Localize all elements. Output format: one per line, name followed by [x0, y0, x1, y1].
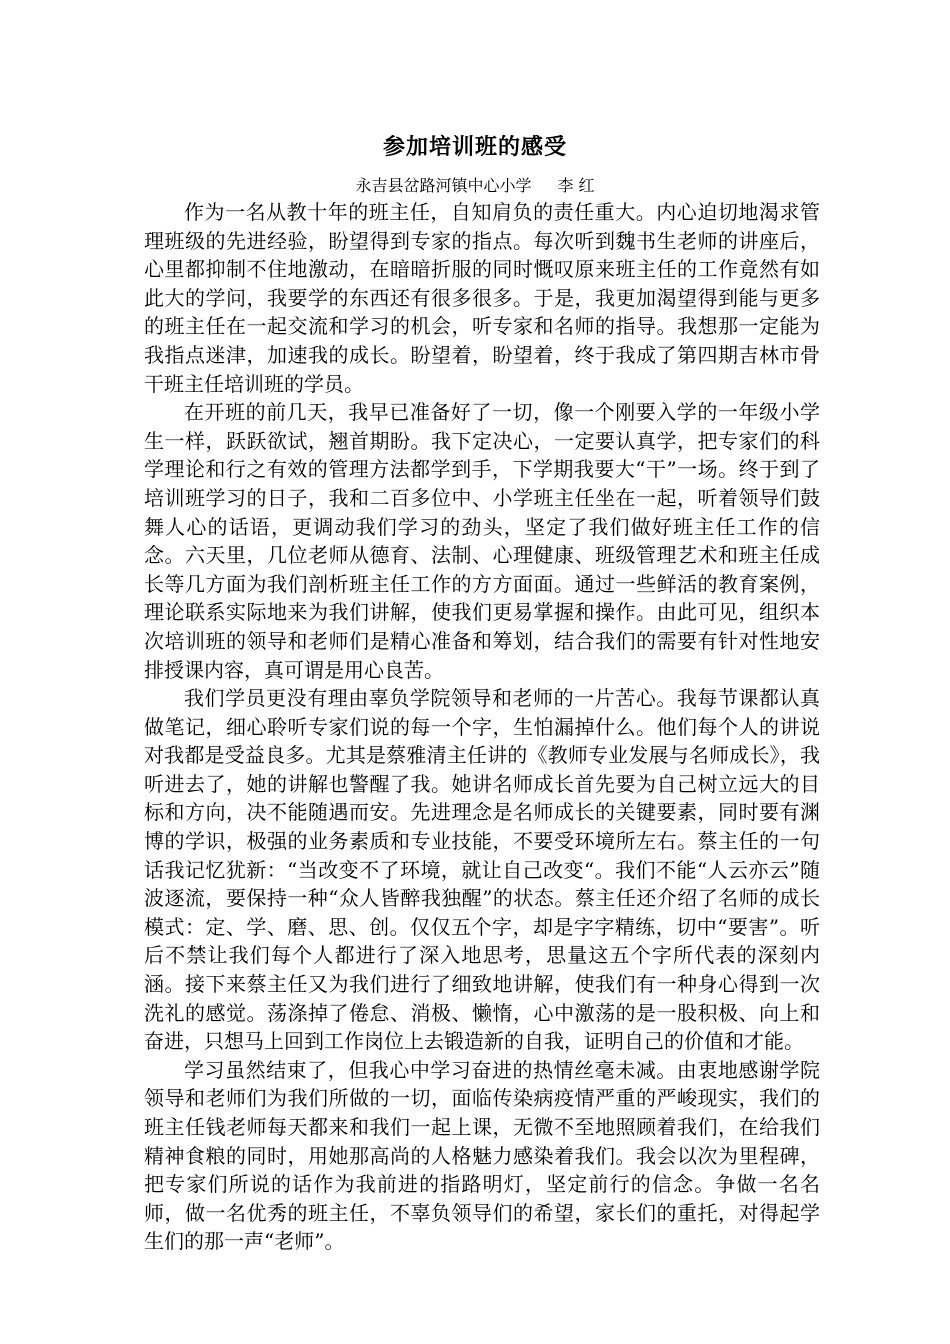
document-body — [144, 198, 820, 1256]
paragraph-4: 学习虽然结束了，但我心中学习奋进的热情丝毫未减。由衷地感谢学院领导和老师们为我们所做的一切，面临传染病疫情严重的严峻现实，我们的班主任钱老师每天都来和我们一起上课，无微不至地照顾着我们，在给我们精神食粮的同时，用她那高尚的人格魅力感染着我们。我会以次为里程碑，把专家们所说的话作为我前进的指路明灯，坚定前行的信念。争做一名名师，做一名优秀的班主任，不辜负领导们的希望，家长们的重托，对得起学生们的那一声“老师”。 — [144, 1057, 820, 1254]
document-title: 参加培训班的感受 — [382, 135, 567, 160]
paragraph-2: 在开班的前几天，我早已准备好了一切，像一个刚要入学的一年级小学生一样，跃跃欲试，翘首期盼。我下定决心，一定要认真学，把专家们的科学理论和行之有效的管理方法都学到手，下学期我要大“干”一场。终于到了培训班学习的日子，我和二百多位中、小学班主任坐在一起，听着领导们鼓舞人心的话语，更调动我们学习的劲头，坚定了我们做好班主任工作的信念。六天里，几位老师从德育、法制、心理健康、班级管理艺术和班主任成长等几方面为我们剖析班主任工作的方方面面。通过一些鲜活的教育案例，理论联系实际地来为我们讲解，使我们更易掌握和操作。由此可见，组织本次培训班的领导和老师们是精心准备和筹划，结合我们的需要有针对性地安排授课内容，真可谓是用心良苦。 — [144, 400, 820, 682]
school-name: 永吉县岔路河镇中心小学 — [355, 176, 532, 195]
author-name: 李 红 — [557, 176, 595, 195]
byline — [0, 172, 950, 200]
paragraph-3: 我们学员更没有理由辜负学院领导和老师的一片苦心。我每节课都认真做笔记，细心聆听专家们说的每一个字，生怕漏掉什么。他们每个人的讲说对我都是受益良多。尤其是蔡雅清主任讲的《教师专业发展与名师成长》，我听进去了，她的讲解也警醒了我。她讲名师成长首先要为自己树立远大的目标和方向，决不能随遇而安。先进理念是名师成长的关键要素，同时要有渊博的学识，极强的业务素质和专业技能，不要受环境所左右。蔡主任的一句话我记忆犹新：“当改变不了环境，就让自己改变“。我们不能“人云亦云”随波逐流，要保持一种“众人皆醉我独醒”的状态。蔡主任还介绍了名师的成长模式：定、学、磨、思、创。仅仅五个字，却是字字精练，切中“要害”。听后不禁让我们每个人都进行了深入地思考，思量这五个字所代表的深刻内涵。接下来蔡主任又为我们进行了细致地讲解，使我们有一种身心得到一次洗礼的感觉。荡涤掉了倦怠、消极、懒惰，心中激荡的是一股积极、向上和奋进，只想马上回到工作岗位上去锻造新的自我，证明自己的价值和才能。 — [144, 686, 820, 1054]
paragraph-1: 作为一名从教十年的班主任，自知肩负的责任重大。内心迫切地渴求管理班级的先进经验，盼望得到专家的指点。每次听到魏书生老师的讲座后，心里都抑制不住地激动，在暗暗折服的同时慨叹原来班主任的工作竟然有如此大的学问，我要学的东西还有很多很多。于是，我更加渴望得到能与更多的班主任在一起交流和学习的机会，听专家和名师的指导。我想那一定能为我指点迷津，加速我的成长。盼望着，盼望着，终于我成了第四期吉林市骨干班主任培训班的学员。 — [144, 200, 820, 396]
